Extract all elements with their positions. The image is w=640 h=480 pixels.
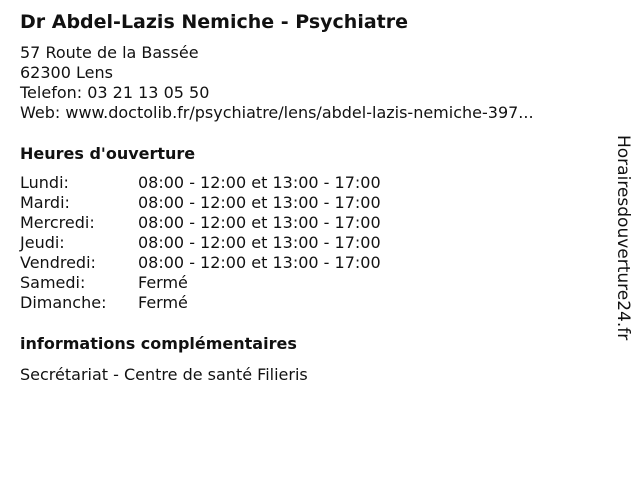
address-city: 62300 Lens	[20, 63, 113, 82]
hours-value: 08:00 - 12:00 et 13:00 - 17:00	[138, 173, 381, 192]
additional-info-heading: informations complémentaires	[20, 334, 297, 353]
site-watermark: Horairesdouverture24.fr	[613, 135, 633, 341]
hours-row-tuesday	[20, 193, 440, 213]
day-label: Vendredi:	[20, 253, 96, 272]
hours-value: 08:00 - 12:00 et 13:00 - 17:00	[138, 253, 381, 272]
website-link[interactable]: Web: www.doctolib.fr/psychiatre/lens/abdel-lazis-nemiche-397...	[20, 103, 534, 122]
hours-row-thursday	[20, 233, 440, 253]
phone-number: Telefon: 03 21 13 05 50	[20, 83, 210, 102]
hours-row-saturday	[20, 273, 440, 293]
hours-value: 08:00 - 12:00 et 13:00 - 17:00	[138, 233, 381, 252]
day-label: Dimanche:	[20, 293, 107, 312]
hours-value: 08:00 - 12:00 et 13:00 - 17:00	[138, 213, 381, 232]
hours-value: Fermé	[138, 273, 188, 292]
hours-row-sunday	[20, 293, 440, 313]
day-label: Lundi:	[20, 173, 69, 192]
hours-value: 08:00 - 12:00 et 13:00 - 17:00	[138, 193, 381, 212]
day-label: Samedi:	[20, 273, 86, 292]
opening-hours-heading: Heures d'ouverture	[20, 144, 196, 163]
address-street: 57 Route de la Bassée	[20, 43, 199, 62]
hours-row-monday	[20, 173, 440, 193]
additional-info-text: Secrétariat - Centre de santé Filieris	[20, 365, 308, 384]
day-label: Mardi:	[20, 193, 70, 212]
hours-row-wednesday	[20, 213, 440, 233]
day-label: Jeudi:	[20, 233, 65, 252]
page-title: Dr Abdel-Lazis Nemiche - Psychiatre	[20, 11, 409, 33]
hours-row-friday	[20, 253, 440, 273]
hours-value: Fermé	[138, 293, 188, 312]
day-label: Mercredi:	[20, 213, 95, 232]
